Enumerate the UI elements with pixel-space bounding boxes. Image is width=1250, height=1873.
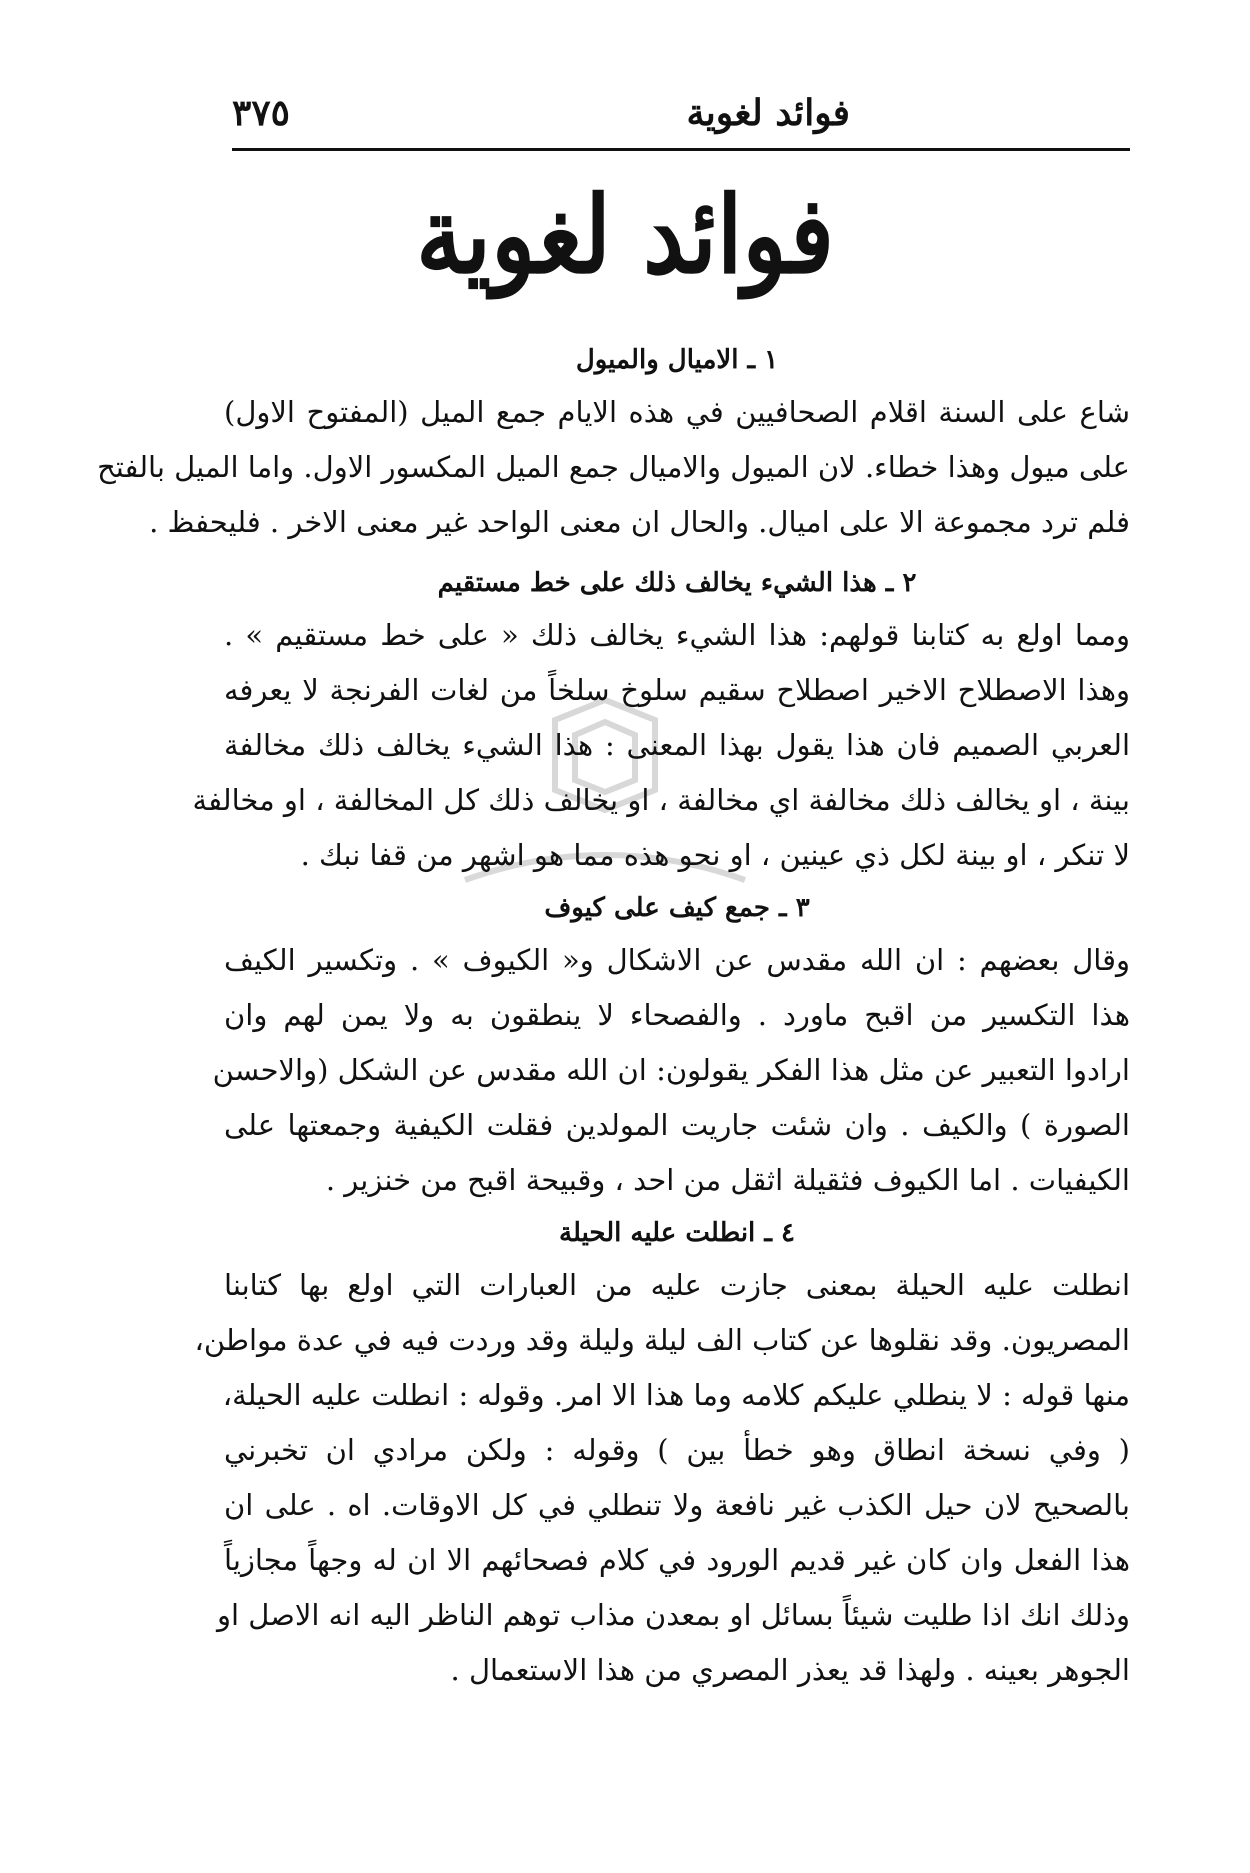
text-line: الجوهر بعينه . ولهذا قد يعذر المصري من هذا الاستعمال . <box>450 1653 1130 1687</box>
text-line: وذلك انك اذا طليت شيئاً بسائل او بمعدن مذاب توهم الناظر اليه انه الاصل او <box>216 1598 1130 1632</box>
text-line: بينة ، او يخالف ذلك مخالفة اي مخالفة ، او يخالف ذلك كل المخالفة ، او مخالفة <box>192 783 1130 817</box>
text-line: المصريون. وقد نقلوها عن كتاب الف ليلة وليلة وقد وردت فيه في عدة مواطن، <box>194 1323 1130 1357</box>
text-line: منها قوله : لا ينطلي عليكم كلامه وما هذا الا امر. وقوله : انطلت عليه الحيلة، <box>222 1378 1130 1412</box>
text-line: انطلت عليه الحيلة بمعنى جازت عليه من العبارات التي اولع بها كتابنا <box>224 1268 1130 1302</box>
text-line: لا تنكر ، او بينة لكل ذي عينين ، او نحو هذه مما هو اشهر من قفا نبك . <box>300 838 1130 872</box>
article-title <box>0 160 1250 310</box>
page-number: ٣٧٥ <box>232 92 291 134</box>
text-line: العربي الصميم فان هذا يقول بهذا المعنى : هذا الشيء يخالف ذلك مخالفة <box>224 728 1130 762</box>
text-line: الصورة ) والكيف . وان شئت جاريت المولدين فقلت الكيفية وجمعتها على <box>224 1108 1130 1142</box>
running-head-title: فوائد لغوية <box>686 92 850 134</box>
text-line: ارادوا التعبير عن مثل هذا الفكر يقولون: ان الله مقدس عن الشكل (والاحسن <box>212 1053 1130 1087</box>
running-head <box>232 88 1110 140</box>
text-line: هذا التكسير من اقبح ماورد . والفصحاء لا ينطقون به ولا يمن لهم وان <box>224 998 1130 1032</box>
text-line: على ميول وهذا خطاء. لان الميول والاميال جمع الميل المكسور الاول. واما الميل بالفتح <box>97 450 1130 484</box>
article-body <box>97 335 1130 1698</box>
text-line: ومما اولع به كتابنا قولهم: هذا الشيء يخالف ذلك « على خط مستقيم » . <box>224 618 1130 652</box>
text-line: وقال بعضهم : ان الله مقدس عن الاشكال و« الكيوف » . وتكسير الكيف <box>224 943 1130 977</box>
text-line: هذا الفعل وان كان غير قديم الورود في كلام فصحائهم الا ان له وجهاً مجازياً <box>224 1543 1130 1577</box>
text-line: وهذا الاصطلاح الاخير اصطلاح سقيم سلوخ سلخاً من لغات الفرنجة لا يعرفه <box>224 673 1130 707</box>
text-line: فلم ترد مجموعة الا على اميال. والحال ان معنى الواحد غير معنى الاخر . فليحفظ . <box>149 505 1130 539</box>
section-1-heading: ١ ـ الاميال والميول <box>575 345 779 375</box>
section-4-heading: ٤ ـ انطلت عليه الحيلة <box>559 1218 795 1248</box>
text-line: شاع على السنة اقلام الصحافيين في هذه الايام جمع الميل (المفتوح الاول) <box>224 395 1130 429</box>
text-line: الكيفيات . اما الكيوف فثقيلة اثقل من احد ، وقبيحة اقبح من خنزير . <box>325 1163 1130 1197</box>
text-line: بالصحيح لان حيل الكذب غير نافعة ولا تنطلي في كل الاوقات. اه . على ان <box>224 1488 1130 1522</box>
article-title-text: فوائد لغوية <box>416 172 834 298</box>
section-3-heading: ٣ ـ جمع كيف على كيوف <box>544 893 810 923</box>
text-line: ( وفي نسخة انطاق وهو خطأ بين ) وقوله : ولكن مرادي ان تخبرني <box>224 1433 1130 1467</box>
section-2-heading: ٢ ـ هذا الشيء يخالف ذلك على خط مستقيم <box>437 568 917 598</box>
